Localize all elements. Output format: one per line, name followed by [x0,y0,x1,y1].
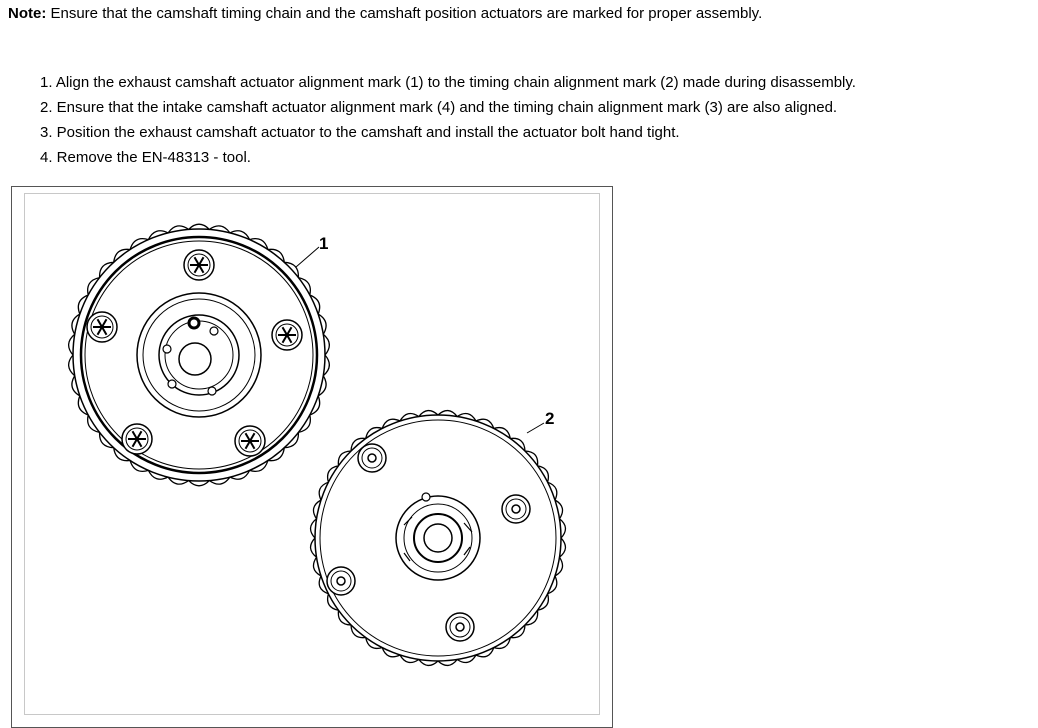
exhaust-camshaft-actuator [69,224,330,486]
sprocket-drawing [12,187,612,727]
step-item: 1. Align the exhaust camshaft actuator alignment mark (1) to the timing chain alignment mark (2) made during disassembly. [40,74,856,91]
note-text: Ensure that the camshaft timing chain and the camshaft position actuators are marked for proper assembly. [46,5,763,22]
note-paragraph [8,5,762,23]
procedure-steps [40,70,856,170]
step-item: 3. Position the exhaust camshaft actuator to the camshaft and install the actuator bolt hand tight. [40,124,680,141]
step-item: 2. Ensure that the intake camshaft actuator alignment mark (4) and the timing chain alignment mark (3) are also aligned. [40,99,838,116]
callout-1: 1 [319,234,329,253]
callout-leader-1 [296,247,319,267]
camshaft-actuator-illustration [11,186,613,728]
step-item: 4. Remove the EN-48313 - tool. [40,149,251,166]
note-label: Note: [8,5,47,22]
callout-leader-2 [527,423,544,433]
intake-camshaft-actuator [311,411,566,666]
callout-2: 2 [545,409,555,428]
